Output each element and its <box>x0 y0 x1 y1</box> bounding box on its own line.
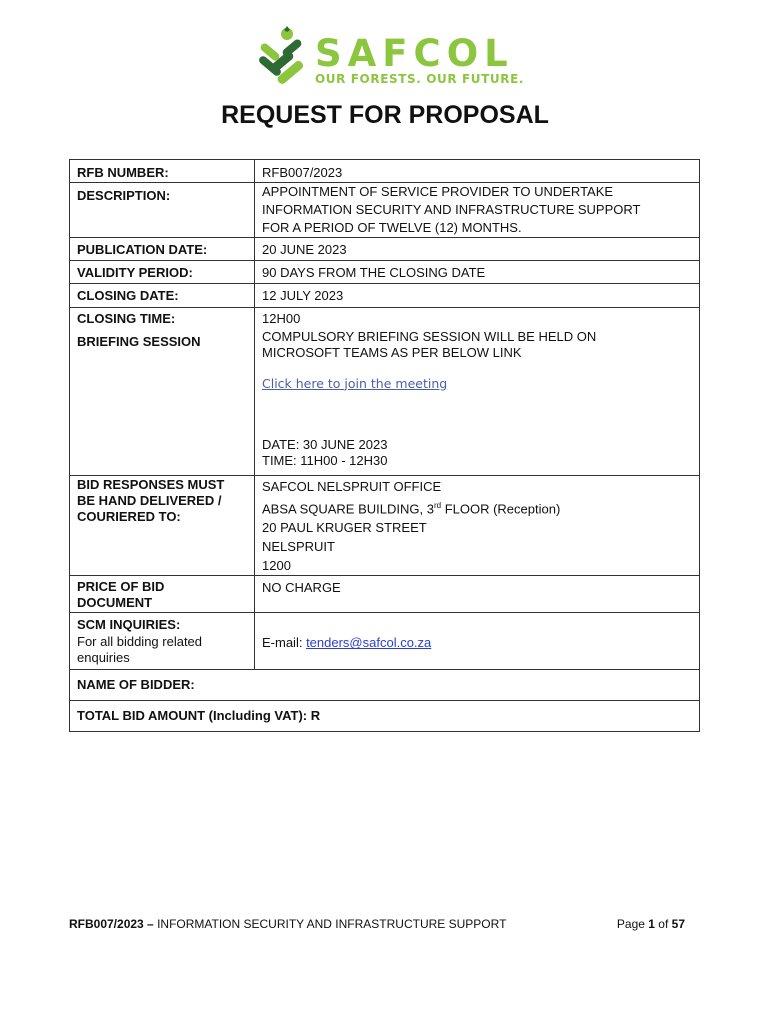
delivery-code: 1200 <box>262 558 291 574</box>
table-row <box>70 308 700 329</box>
description-line: INFORMATION SECURITY AND INFRASTRUCTURE SUPPORT <box>262 202 641 217</box>
validity-period-label: VALIDITY PERIOD: <box>77 265 193 280</box>
publication-date-label: PUBLICATION DATE: <box>77 242 208 257</box>
name-of-bidder-label: NAME OF BIDDER: <box>77 677 195 693</box>
table-row <box>70 701 700 732</box>
delivery-building: ABSA SQUARE BUILDING, 3rd FLOOR (Reception) <box>262 501 561 517</box>
closing-date-value: 12 JULY 2023 <box>262 288 344 303</box>
scm-sub-line: For all bidding related <box>77 634 203 650</box>
rfb-number-label: RFB NUMBER: <box>77 165 169 180</box>
scm-inquiries-label: SCM INQUIRIES: <box>77 617 181 633</box>
table-row <box>70 329 700 476</box>
validity-period-value: 90 DAYS FROM THE CLOSING DATE <box>262 265 486 280</box>
table-row <box>70 238 700 261</box>
description-line: APPOINTMENT OF SERVICE PROVIDER TO UNDERTAKE <box>262 184 614 199</box>
delivery-office: SAFCOL NELSPRUIT OFFICE <box>262 479 442 494</box>
table-row <box>70 670 700 701</box>
page-number: Page 1 of 57 <box>616 917 685 931</box>
description-line: FOR A PERIOD OF TWELVE (12) MONTHS. <box>262 220 522 235</box>
tree-emblem-icon <box>255 24 315 88</box>
table-row <box>70 476 700 576</box>
delivery-label-line: COURIERED TO: <box>77 509 181 524</box>
scm-sub-line: enquiries <box>77 650 130 666</box>
page-title: REQUEST FOR PROPOSAL <box>221 101 549 129</box>
table-row <box>70 183 700 238</box>
closing-time-value: 12H00 <box>262 311 301 326</box>
table-row <box>70 160 700 183</box>
safcol-logo <box>255 22 525 90</box>
table-row <box>70 576 700 613</box>
total-bid-amount-label: TOTAL BID AMOUNT (Including VAT): R <box>77 708 321 724</box>
closing-time-label: CLOSING TIME: <box>77 311 176 326</box>
delivery-street: 20 PAUL KRUGER STREET <box>262 520 427 536</box>
delivery-town: NELSPRUIT <box>262 539 335 555</box>
briefing-line: COMPULSORY BRIEFING SESSION WILL BE HELD ON <box>262 328 597 344</box>
table-row <box>70 261 700 284</box>
delivery-label-line: BID RESPONSES MUST <box>77 477 225 492</box>
table-row <box>70 284 700 308</box>
closing-date-label: CLOSING DATE: <box>77 288 179 303</box>
footer-reference: RFB007/2023 – INFORMATION SECURITY AND INFRASTRUCTURE SUPPORT <box>69 917 507 931</box>
email-prefix: E-mail: <box>262 635 307 651</box>
logo-tagline: OUR FORESTS. OUR FUTURE. <box>315 72 525 86</box>
delivery-label-line: BE HAND DELIVERED / <box>77 493 222 508</box>
rfb-number-value: RFB007/2023 <box>262 165 343 180</box>
price-label-line: DOCUMENT <box>77 595 153 611</box>
tenders-email-link[interactable]: tenders@safcol.co.za <box>306 635 432 651</box>
table-row <box>70 613 700 670</box>
price-value: NO CHARGE <box>262 580 341 596</box>
briefing-time: TIME: 11H00 - 12H30 <box>262 452 388 468</box>
publication-date-value: 20 JUNE 2023 <box>262 242 347 257</box>
logo-wordmark: SAFCOL <box>315 32 514 75</box>
briefing-line: MICROSOFT TEAMS AS PER BELOW LINK <box>262 344 522 360</box>
join-meeting-link[interactable]: Click here to join the meeting <box>262 375 448 391</box>
briefing-date: DATE: 30 JUNE 2023 <box>262 436 388 452</box>
rfp-details-table <box>69 159 700 732</box>
description-label: DESCRIPTION: <box>77 188 171 203</box>
price-label-line: PRICE OF BID <box>77 579 165 595</box>
briefing-session-label: BRIEFING SESSION <box>77 333 201 349</box>
